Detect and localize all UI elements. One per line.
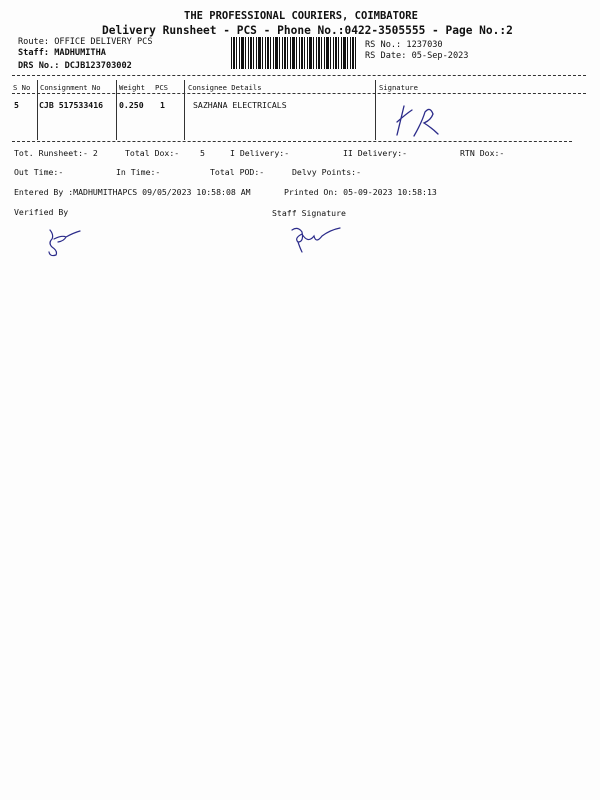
company-title: THE PROFESSIONAL COURIERS, COIMBATORE (184, 10, 418, 22)
total-pod: Total POD:- (210, 167, 265, 177)
entered-by: Entered By :MADHUMITHAPCS 09/05/2023 10:58:08 AM (14, 187, 251, 197)
staff-signature (288, 220, 343, 255)
i-delivery: I Delivery:- (230, 148, 290, 158)
column-divider (37, 80, 38, 140)
row-consignee: SAZHANA ELECTRICALS (193, 100, 287, 110)
row-sno: 5 (14, 100, 19, 110)
col-header-weight: Weight (119, 83, 145, 92)
total-dox-label: Total Dox:- (125, 148, 180, 158)
col-header-pcs: PCS (155, 83, 168, 92)
staff-signature-label: Staff Signature (272, 208, 346, 218)
verified-by-label: Verified By (14, 207, 69, 217)
ii-delivery: II Delivery:- (343, 148, 408, 158)
rs-number: RS No.: 1237030 (365, 40, 443, 50)
row-pcs: 1 (160, 100, 165, 110)
rs-date: RS Date: 05-Sep-2023 (365, 51, 469, 61)
top-divider (12, 75, 586, 76)
col-header-sno: S No (13, 83, 31, 92)
column-divider (375, 80, 376, 140)
barcode (231, 37, 358, 69)
row-consignment: CJB 517533416 (39, 100, 104, 110)
col-header-consignee: Consignee Details (188, 83, 262, 92)
rtn-dox: RTN Dox:- (460, 148, 505, 158)
row-weight: 0.250 (119, 100, 144, 110)
printed-on: Printed On: 05-09-2023 10:58:13 (284, 187, 437, 197)
col-header-consignment: Consignment No (40, 83, 101, 92)
total-runsheet: Tot. Runsheet:- 2 (14, 148, 98, 158)
column-divider (184, 80, 185, 140)
table-bottom-divider (12, 141, 572, 142)
delivery-points: Delvy Points:- (292, 167, 362, 177)
runsheet-title: Delivery Runsheet - PCS - Phone No.:0422-3505555 - Page No.:2 (102, 24, 513, 37)
drs-number: DRS No.: DCJB123703002 (18, 61, 132, 71)
receiver-signature (392, 100, 442, 140)
verifier-signature (40, 225, 85, 260)
col-header-signature: Signature (379, 83, 418, 92)
total-dox-value: 5 (200, 148, 205, 158)
header-divider (12, 93, 586, 94)
out-time: Out Time:- (14, 167, 64, 177)
route-label: Route: OFFICE DELIVERY PCS (18, 37, 153, 47)
staff-label: Staff: MADHUMITHA (18, 48, 106, 58)
column-divider (116, 80, 117, 140)
in-time: In Time:- (116, 167, 161, 177)
